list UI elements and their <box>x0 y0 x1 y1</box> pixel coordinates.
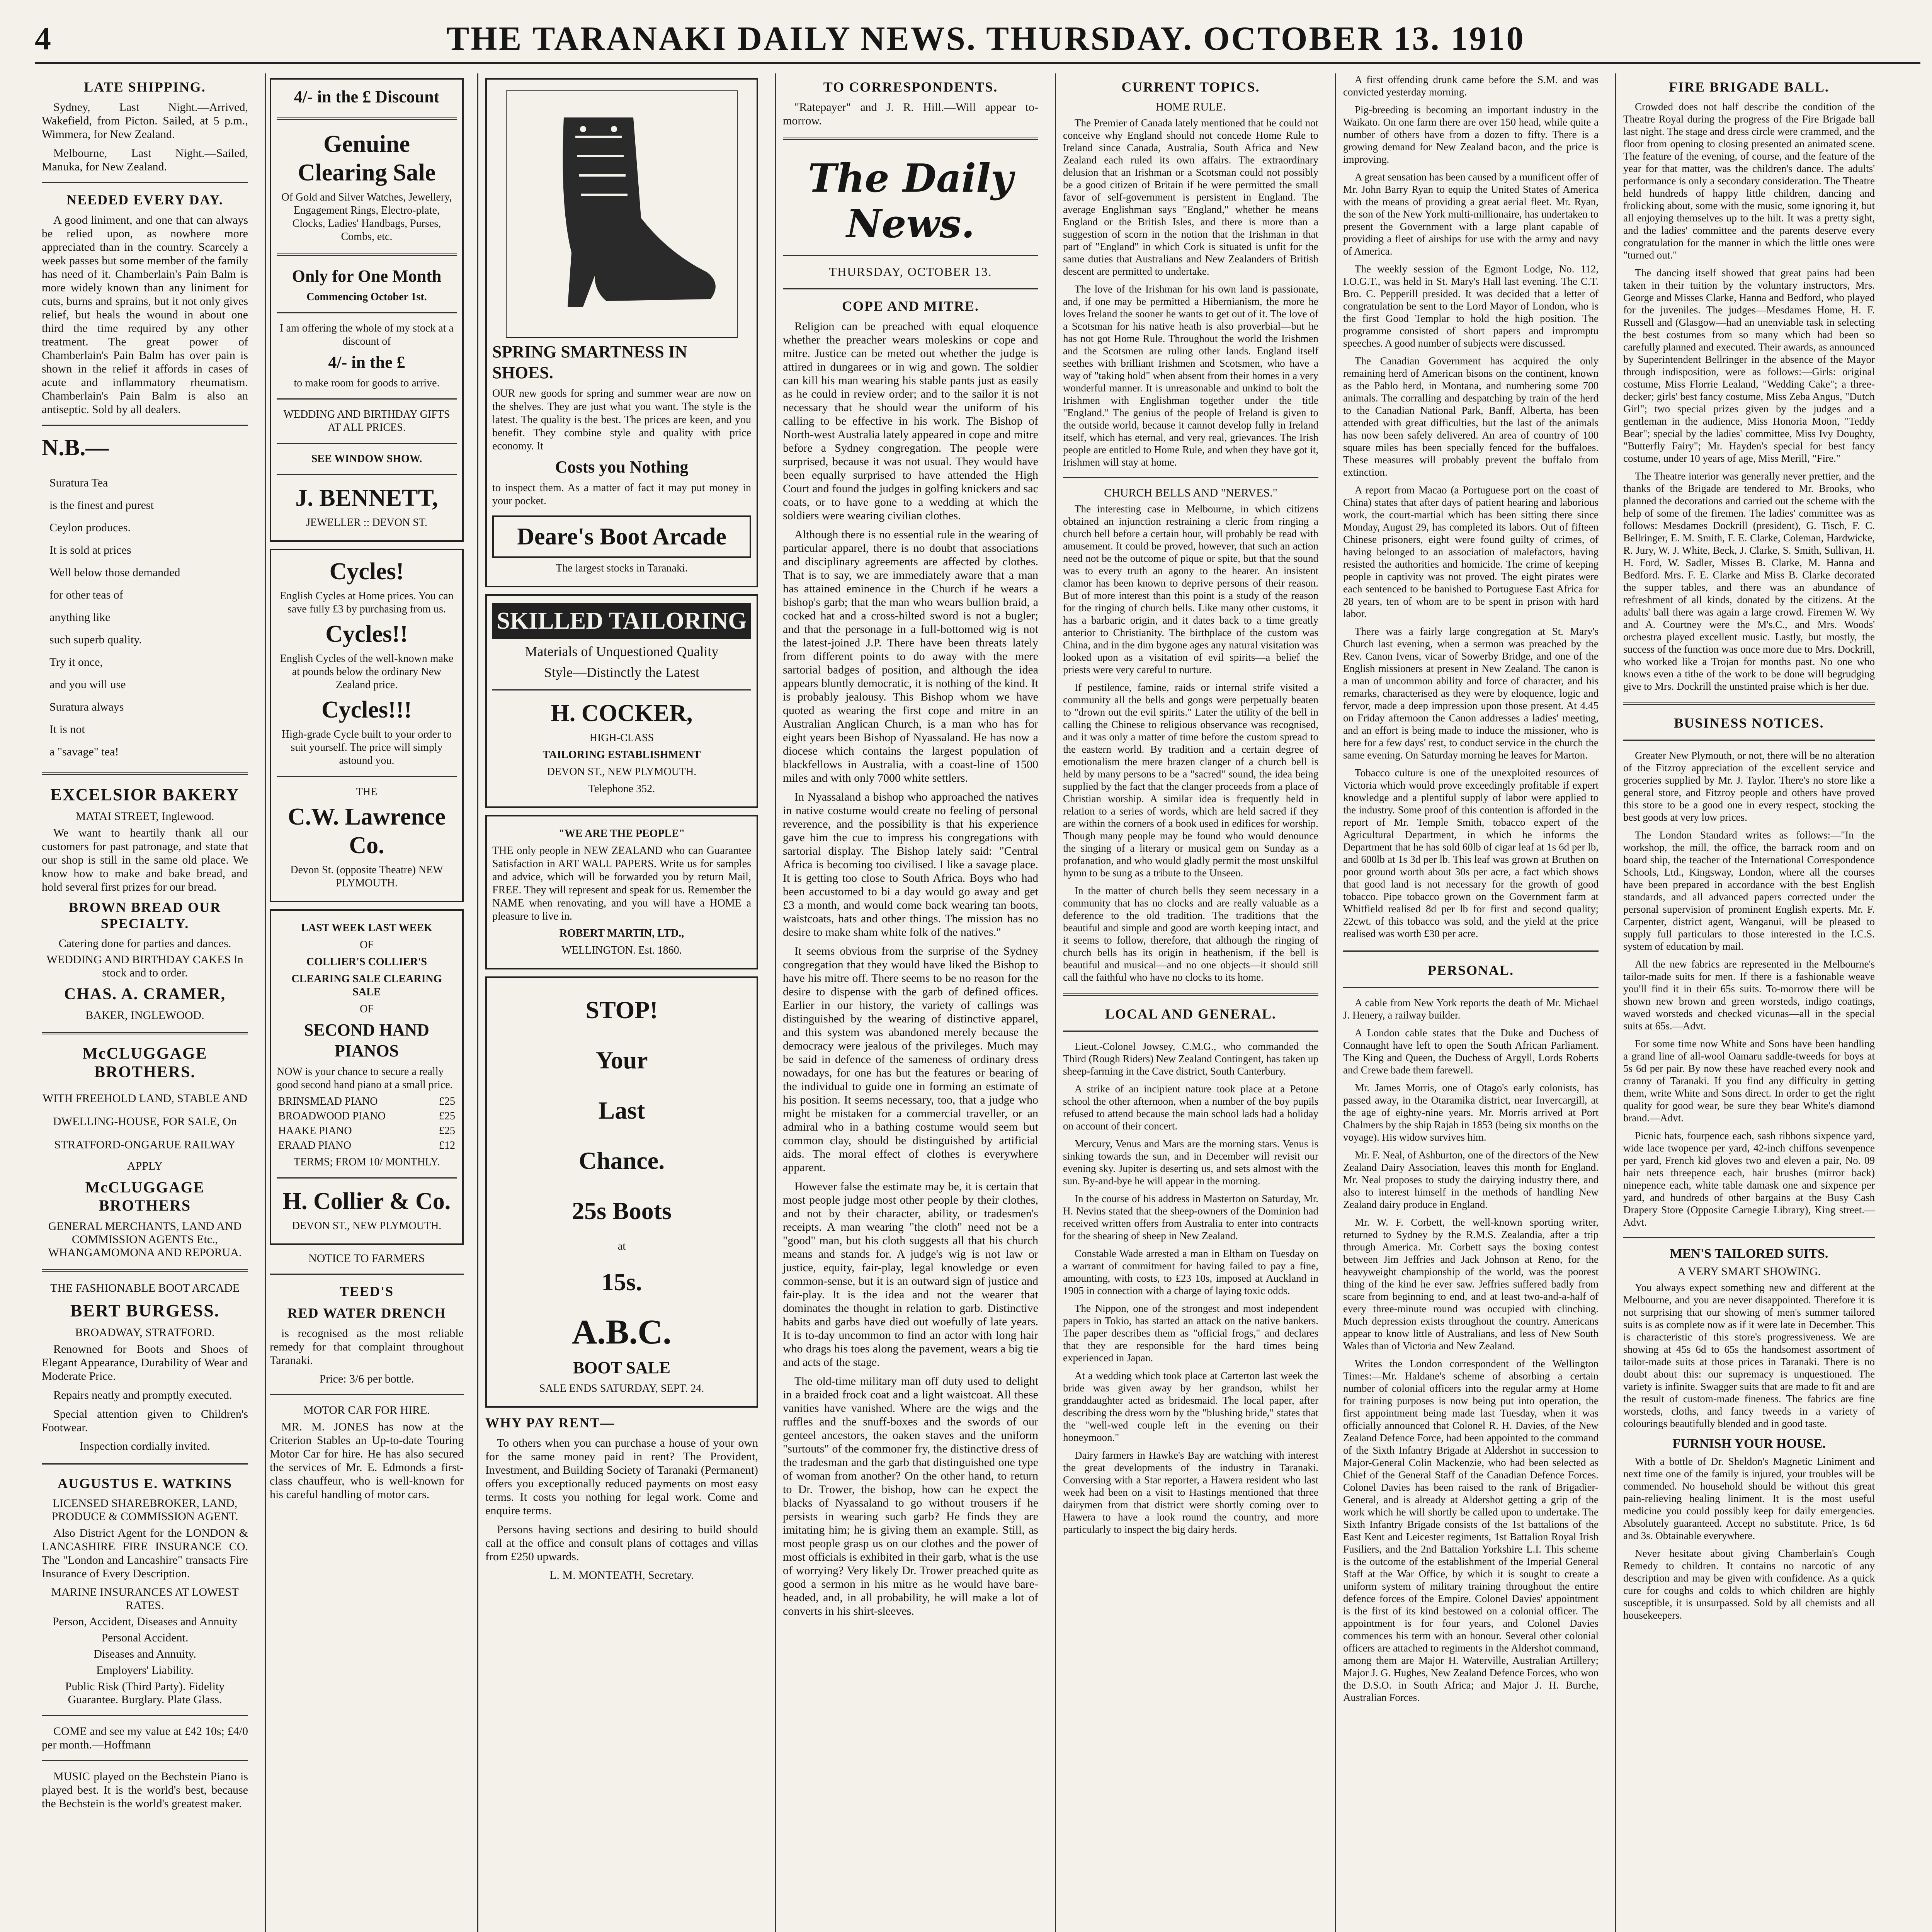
shipping-item: Melbourne, Last Night.—Sailed, Manuka, for New Zealand. <box>42 147 248 173</box>
nb-line: Suratura Tea <box>49 476 108 489</box>
terms: TERMS; FROM 10/ MONTHLY. <box>294 1156 440 1168</box>
cramer-sub: BAKER, INGLEWOOD. <box>85 1009 204 1022</box>
column-4 <box>775 73 1045 1932</box>
rent-text: To others when you can purchase a house of your own for the same money paid in rent? The Provident, Investment, and Building Society of Taranaki (Permanent) offers you exceptionally reduced payments on most easy terms. It costs you nothing for legal work. Come and enquire terms. <box>485 1437 758 1517</box>
news-item: The weekly session of the Egmont Lodge, No. 112, I.O.G.T., was held in St. Mary's Hall last evening. The C.T. Bro. C. Pepperill presided. It was decided that a letter of congratulation be sent to the Lord Mayor of London, who is the first Good Templar to hold the high position. The programme consisted of short papers and impromptu speeches. A good number of subjects were discussed. <box>1343 263 1599 349</box>
deare-sub: The largest stocks in Taranaki. <box>556 562 688 574</box>
cope-paragraph: Although there is no essential rule in the wearing of particular apparel, there is no doubt that associations and disciplinary agreements are affected by clothes. That is to say, we are immediately aware that a man has attained eminence in the Church if he wears a bishop's garb; that the man who wears bullion braid, a cocked hat and a cross-hilted sword is not a bugler; and that the personage in a full-bottomed wig is not the latest-joined J.P. There have been threats lately from different points to do away with the mere sartorial badges of position, and although the idea appears bluntly democratic, it is nothing of the kind. It is probably jealousy. This Bishop whom we have quoted as wearing the first cope and mitre in an Australian Anglican Church, is a man who has for eight years been Bishop of Nyassaland. He has now a diocese which contains the largest population of blackfellows in Australia, with a coast-line of 1500 miles and with only 7000 white settlers. <box>783 528 1038 784</box>
cope-paragraph: It seems obvious from the surprise of the Sydney congregation that they would have liked the Bishop to have his mitre off. There seems to be no reason for the desire to dispense with the garb of defined offices. Earlier in our history, the variety of callings was distinguished by the wearing of distinctive apparel, and this system was abandoned merely because the democracy were jealous of the privileges. Much may be said in defence of the sameness of ordinary dress nowadays, for one has but the features or bearing of the individual to guide one in forming an estimate of his position. It seems necessary, too, that a judge who might be mistaken for a commercial traveller, or an admiral who in a bathing costume would seem but common clay, should be distinguished by artificial aids. The moral effect of clothes is everywhere apparent. <box>783 945 1038 1174</box>
repairs-line: Repairs neatly and promptly executed. <box>53 1389 232 1401</box>
nb-line: such superb quality. <box>49 633 142 646</box>
drench-price: Price: 3/6 per bottle. <box>319 1372 414 1385</box>
divider <box>1343 987 1599 988</box>
watkins-sub: LICENSED SHAREBROKER, LAND, PRODUCE & COMMISSION AGENT. <box>51 1497 238 1523</box>
news-item: A report from Macao (a Portuguese port on the coast of China) states that after days of patient hearing and laborious work, the court-martial which has been sitting there since Monday, August 29, has completed its labors. Out of fifteen Chinese prisoners, eight were found guilty of crimes, of having belonged to an association of malefactors, having resisted the authorities and homicide. The crime of keeping people in captivity was not proved. The eight pirates were each sentenced to be banished to Portuguese East Africa for 28 years, ten of whom are to be spent in prison with hard labor. <box>1343 484 1599 619</box>
divider <box>277 776 457 777</box>
your: Your <box>595 1046 648 1074</box>
cycles-text: English Cycles at Home prices. You can save fully £3 by purchasing from us. <box>280 590 454 615</box>
piano-row <box>278 1095 455 1108</box>
divider <box>42 1760 248 1761</box>
home-rule-paragraph: The love of the Irishman for his own land is passionate, and, if one may be permitted a Hibernianism, the more he loves Ireland the sooner he wants to get out of it. The love of a Scotsman for his native heath is also proverbial—but he has not got Home Rule. Throughout the world the Irishmen and the Scotsmen are ruling other lands. England itself seethes with brilliant Irishmen and Scotsmen, who have a way of "taking hold" when absent from their homes in a very wonderful manner. It is unreasonable and unkind to bolt the Irishmen with Englishman together under the title "England." The genius of the people of Ireland is given to the outside world, because it cannot develop fully in Ireland itself, which has eternal, and very real, grievances. The Irish people are entitled to Home Rule, and when they have got it, Irishmen will stay at home. <box>1063 283 1318 468</box>
divider <box>42 1269 248 1272</box>
watkins-name: AUGUSTUS E. WATKINS <box>58 1476 232 1491</box>
bennett-address: JEWELLER :: DEVON ST. <box>306 517 427 529</box>
divider <box>277 398 457 400</box>
local-item: Mercury, Venus and Mars are the morning stars. Venus is sinking towards the sun, and in December will revisit our evening sky. Jupiter is deserting us, and sets almost with the sun. By-and-bye he will appear in the morning. <box>1063 1138 1318 1187</box>
business-notices-heading: BUSINESS NOTICES. <box>1674 715 1824 731</box>
news-item: Tobacco culture is one of the unexploited resources of Victoria which would prove exceedingly profitable if expert knowledge and a plentiful supply of labor were applied to the industry. Some proof of this contention is afforded in the report of Mr. Temple Smith, tobacco expert of the Agricultural Department, in which he informs the Department that he has sold 60lb of cigar leaf at 1s 6d per lb, and 600lb at 1s 3d per lb. This leaf was grown at Bruthen on poor ground worth about 30s per acre, a fact which shows that good land is not necessary for the growth of good tobacco. Pipe tobacco grown on the Government farm at Whitfield realised 8d per lb for first and second quality; 22cwt. of this tobacco was sold, and the yield at the price realised was worth £30 per acre. <box>1343 767 1599 939</box>
divider <box>783 255 1038 256</box>
mccluggage-brothers: McCLUGGAGE BROTHERS <box>85 1179 205 1214</box>
suits-text: You always expect something new and different at the Melbourne, and you are never disappointed. Therefore it is not surprising that our showing of men's summer tailored suits is as complete now as if it were late in December. This is characteristic of this store's progressiveness. We are showing at 45s 6d to 65s the handsomest assortment of tailor-made suits at those prices in Taranaki. There is no doubt about this: our supremacy is unquestioned. The variety is infinite. Swagger suits that are made to fit and are the result of custom-made fineness. The fabrics are fine worsteds, cloths, and fancy tweeds in a variety of colourings beautifully blended and in good taste. <box>1623 1282 1875 1429</box>
nb-line: anything like <box>49 611 111 624</box>
cope-paragraph: Religion can be preached with equal eloquence whether the preacher wears moleskins or cope and mitre. Justice can be meted out whether the judge is attired in dungarees or in wig and gown. The soldier can kill his man wearing his stable pants just as easily as he could in review order; and to the sailor it is not necessary that he should wear the uniform of his calling to be effective in his work. The Bishop of North-west Australia lately appeared in cope and mitre before a Sydney congregation. The people were surprised, because it was not usual. They would have been equally surprised to have attended the High Court and found the judges in golfing knickers and sac coats, or to have gone to a wedding at which the soldiers were wearing civilian clothes. <box>783 320 1038 522</box>
diseases-line: Diseases and Annuity. <box>94 1648 196 1660</box>
of-word: OF <box>360 1003 374 1015</box>
shipping-item: Sydney, Last Night.—Arrived, Wakefield, from Picton. Sailed, at 5 p.m., Wimmera, for New Zealand. <box>42 101 248 141</box>
style-latest: Style—Distinctly the Latest <box>544 665 699 680</box>
piano-price: £25 <box>439 1095 455 1107</box>
marine-line: MARINE INSURANCES AT LOWEST RATES. <box>51 1586 239 1612</box>
sale-price: 15s. <box>601 1268 642 1296</box>
colliers: COLLIER'S COLLIER'S <box>306 956 427 968</box>
masthead <box>35 15 1920 64</box>
bells-paragraph: The interesting case in Melbourne, in which citizens obtained an injunction restraining a cleric from ringing a church bell before a certain hour, will probably be read with amusement. It could be proved, however, that such an action need not be the outcome of pique or spite, but that the sound was to every truth an agony to the hearer. An insistent clamor has been known to deprive persons of their reason. But of more interest than this point is a study of the reason for the ringing of church bells. Like many other customs, it has a barbaric origin, and it dates back to a time greatly anterior to Christianity. The birthplace of the custom was China, and in the dim bygone ages any natural visitation was looked upon as a visitation of evil spirits—a belief the priests were very careful to nurture. <box>1063 503 1318 675</box>
divider <box>42 772 248 775</box>
watkins-text: Also District Agent for the LONDON & LANCASHIRE FIRE INSURANCE CO. The "London and Lancashire" transacts Fire Insurance of Every Description. <box>42 1527 248 1580</box>
drench-text: is recognised as the most reliable remedy for that complaint throughout Taranaki. <box>270 1327 464 1367</box>
local-item: In the course of his address in Masterton on Saturday, Mr. H. Nevins stated that the sheep-owners of the Dominion had received written offers from Australia to enter into contracts for the shearing of sheep in New Zealand. <box>1063 1193 1318 1242</box>
burgess-text: Renowned for Boots and Shoes of Elegant Appearance, Durability of Wear and Moderate Price. <box>42 1343 248 1383</box>
suits-heading: MEN'S TAILORED SUITS. <box>1670 1247 1828 1261</box>
cope-paragraph: However false the estimate may be, it is certain that most people judge most other people by their clothes, and not by their character, ability, or tradesmen's receipts. A man wearing "the cloth" need not be a "good" man, but his cloth suggests all that his church means and stands for. A judge's wig is not law or justice, equity, fair-play, legal knowledge or even common-sense, but it is an outward sign of justice and fair-play. It is the idea and not the wearer that dominates the thought in relation to garb. Distinctive habits and garbs have died out woefully of late years. It is to-day uncommon to find an actor with long hair who drags his toes along the pavement, wears a big tie and acts of the stage. <box>783 1180 1038 1369</box>
fire-paragraph: Crowded does not half describe the condition of the Theatre Royal during the progress of the Fire Brigade ball last night. The stage and dress circle were crammed, and the floor from opening to closing presented an animated scene. The feature of the evening, of course, and the feature of the year for that matter, was the children's dance. The adults' performance is only a secondary consideration. The Theatre held hundreds of happy little children, dancing and frolicking about, some with the music, some ignoring it, but all enjoying themselves up to the hilt. It was a pretty sight, and the ladies' committee and the parents deserve every congratulation for the manner in which the little ones were "turned out." <box>1623 101 1875 261</box>
divider <box>277 474 457 475</box>
spring-heading: SPRING SMARTNESS IN SHOES. <box>492 342 687 382</box>
current-topics-heading: CURRENT TOPICS. <box>1121 79 1260 95</box>
agents-line: GENERAL MERCHANTS, LAND AND COMMISSION AGENTS Etc., WHANGAMOMONA AND REPORUA. <box>48 1220 242 1259</box>
gifts: WEDDING AND BIRTHDAY GIFTS AT ALL PRICES. <box>283 408 450 434</box>
never-hesitate: Never hesitate about giving Chamberlain's Cough Remedy to children. It contains no narcotic of any description and may be given with confidence. As a quick cure for coughs and colds to which children are highly susceptible, it is unsurpassed. Sold by all chemists and all housekeepers. <box>1623 1548 1875 1621</box>
nb-line: Try it once, <box>49 656 103 668</box>
divider <box>270 1274 464 1275</box>
fire-paragraph: The Theatre interior was generally never prettier, and the thanks of the Brigade are tendered to Mr. Brooks, who planned the decorations and carried out the scheme with the help of some of the firemen. The ladies' committee was as follows: Mesdames Dockrill (president), G. Tisch, F. C. Bellringer, E. M. Smith, F. E. Clarke, Coleman, Hardwicke, R. Jury, W. J. White, Beck, J. Clarke, S. Smith, Sullivan, H. H. Ford, W. Sadler, Misses B. Clarke, M. Hanna and Bedford. Mrs. F. E. Clarke and Miss B. Clarke decorated the supper tables, and there was an abundance of refreshment of all kinds, donated by the citizens. At the adults' ball there was again a large crowd. Firemen W. Wy and A. Courtney were the M's.C., and Mrs. Woods' orchestra played excellent music. Lastly, but mostly, the success of the function was once more due to Mrs. Dockrill, who worked like a Trojan for months past. No one who knows even a tithe of the work to be done will begrudging give to Mrs. Dockrill the unstinted praise which is her due. <box>1623 470 1875 692</box>
spring-text: OUR new goods for spring and summer wear are now on the shelves. They are just what you want. The style is the latest. The quality is the best. The prices are keen, and you benefit. They combine style and quality with price economy. It <box>492 388 751 452</box>
commencing: Commencing October 1st. <box>306 291 427 303</box>
music-note: MUSIC played on the Bechstein Piano is played best. It is the world's best, because the Bechstein is the world's greatest maker. <box>42 1770 248 1810</box>
home-rule-paragraph: The Premier of Canada lately mentioned that he could not conceive why England should not concede Home Rule to Ireland since Canada, Australia, South Africa and New Zealand each ruled its own affairs. The extraordinary delusion that an Irishman or a Scotsman could not possibly be a good citizen of Britain if he were permitted the small favor of self-government is persistent in England. The average Englishman says "England," whether he means England or the British Isles, and there is more than a suggestion of scorn in the notion that the Irishman in that part of "England" in which Cork is situated is unfit for the same duties that Australians and New Zealanders of British descent are permitted to undertake. <box>1063 117 1318 277</box>
divider <box>783 138 1038 140</box>
brown-bread: BROWN BREAD OUR SPECIALTY. <box>68 900 221 931</box>
divider <box>1623 1237 1875 1238</box>
divider <box>42 182 248 183</box>
business-item: Greater New Plymouth, or not, there will be no alteration of the Fitzroy appreciation of the excellent service and groceries supplied by Mr. J. Taylor. There's no store like a general store, and Fitzroy people and others have proved this store to be a good one in every respect, stocking the best goods at very low prices. <box>1623 750 1875 823</box>
piano-note: COME and see my value at £42 10s; £4/0 per month.—Hoffmann <box>42 1725 248 1751</box>
late-shipping-heading: LATE SHIPPING. <box>84 79 206 95</box>
monteath: L. M. MONTEATH, Secretary. <box>549 1569 694 1582</box>
martin-advert <box>485 815 758 969</box>
piano-row <box>278 1125 455 1137</box>
nb-line: Suratura always <box>49 701 124 713</box>
column-3 <box>477 73 765 1932</box>
deare-advert <box>485 78 758 587</box>
apply-line: APPLY <box>127 1160 163 1172</box>
window-show: SEE WINDOW SHOW. <box>311 453 422 465</box>
bennett-advert <box>270 78 464 542</box>
nb-line: Ceylon produces. <box>49 521 131 534</box>
clearing: CLEARING SALE CLEARING SALE <box>291 973 442 998</box>
divider <box>277 443 457 444</box>
piano-price: £12 <box>439 1139 455 1151</box>
last-week: LAST WEEK LAST WEEK <box>301 922 432 934</box>
column-5 <box>1055 73 1325 1932</box>
divider <box>1063 993 1318 996</box>
rent-heading: WHY PAY RENT— <box>485 1415 615 1430</box>
clearing-sale: Genuine Clearing Sale <box>298 131 436 186</box>
personal-item: Mr. James Morris, one of Otago's early colonists, has passed away, in the Otaramika district, near Invercargill, at the age of eighty-nine years. Mr. Morris arrived at Port Chalmers by the ship Rajah in 1853 (being six months on the voyage). His widow survives him. <box>1343 1082 1599 1143</box>
second-hand-pianos: SECOND HAND PIANOS <box>304 1020 429 1060</box>
home-rule-heading: HOME RULE. <box>1155 100 1226 113</box>
divider <box>42 1032 248 1034</box>
nb-line: is the finest and purest <box>49 499 154 512</box>
local-item: Lieut.-Colonel Jowsey, C.M.G., who commanded the Third (Rough Riders) New Zealand Contingent, has taken up sheep-farming in the Cave district, South Canterbury. <box>1063 1041 1318 1077</box>
bakery-text: We want to heartily thank all our customers for past patronage, and state that our shop is still in the same old place. We know how to make and bake bread, and hold several first prizes for our bread. <box>42 827 248 893</box>
cope-paragraph: The old-time military man off duty used to delight in a braided frock coat and a light waistcoat. All these vanities have vanished. Where are the wigs and the ruffles and the snuff-boxes and the swords of our genteel ancestors, the oaken staves and the uniform "surtouts" of the commoner fry, the distinctive dress of the tradesman and the garb that distinguished one type of woman from another? On the other hand, to return to Dr. Trower, the bishop, how can he expect the blacks of Nyassaland to go without trousers if he persists in wearing such garb? He finds they are imitating him; he is giving them an example. Still, as most people grasp us on our clothes and the power of most officials is exhibited in their garb, what is the use of worrying? Very likely Dr. Trower preached quite as good a sermon in his mitre as he would have bare-headed, and, in all probability, he will make a lot of converts in his shirt-sleeves. <box>783 1375 1038 1617</box>
personal-item: Writes the London correspondent of the Wellington Times:—Mr. Haldane's scheme of absorbing a certain number of colonial officers into the regular army at Home for training purposes is now being put into operation, the first appointment being made last Tuesday, when it was officially announced that Colonel R. H. Davies, of the New Zealand Defence Force, had been appointed to the command of the Sixth Infantry Brigade at Aldershot in succession to Major-General Colin Mackenzie, who had been selected as Chief of the General Staff of the Canadian Defence Forces. Colonel Davies has been raised to the rank of Brigadier-General, and is already at Aldershot getting a grip of the work which he will shortly be called upon to undertake. The Sixth Infantry Brigade consists of the 1st battalions of the East Kent and Leicester regiments, 1st Battalion Royal Irish Fusiliers, and the 2nd Battalion Yorkshire L.I. This scheme is the outcome of the establishment of the Imperial General Staff at the War Office, by which it is sought to create a uniform system of military training throughout the entire defence forces of the Empire. Colonel Davies' appointment is the first of its kind bestowed on a colonial officer. The appointment is for four years, and Colonel Davies commences his term with an honour. Several other colonial officers are attached to regiments in the Aldershot command, among them are Major H. Waterville, Australian Artillery; Major J. G. Hughes, New Zealand Defence Forces, who won the D.S.O. in South Africa; and Major J. H. Burche, Australian Forces. <box>1343 1358 1599 1703</box>
editorial-date: THURSDAY, OCTOBER 13. <box>829 265 992 279</box>
cope-paragraph: In Nyassaland a bishop who approached the natives in native costume would create no feeling of personal reverence, and the possibility is that his experience gave him the cue to impress his congregations with sartorial display. The Bishop lately said: "Central Africa is becoming too civilised. I like a savage place. It is getting too close to South Africa. Boys who had been accustomed to bi a day would go away and get £3 a month, and would come back wearing tan boots, waistcoats, hats and other things. The mission has no desire to make sham white folk of the natives." <box>783 791 1038 939</box>
of-word: OF <box>360 939 374 951</box>
burgess-name: BERT BURGESS. <box>70 1301 220 1320</box>
one-month: Only for One Month <box>292 267 442 286</box>
divider <box>42 1715 248 1716</box>
collier-address: DEVON ST., NEW PLYMOUTH. <box>292 1220 442 1232</box>
daily-news-nameplate: The Daily News. <box>808 155 1014 247</box>
nb-line: for other teas of <box>49 588 123 601</box>
column-7 <box>1615 73 1882 1932</box>
boot-illustration-icon <box>506 90 738 338</box>
local-item: A strike of an incipient nature took place at a Petone school the other afternoon, when a number of the boy pupils refused to attend because the main school lads had a holiday on account of their concert. <box>1063 1083 1318 1132</box>
people-text: THE only people in NEW ZEALAND who can Guarantee Satisfaction in ART WALL PAPERS. Write us for samples and advice, which will be forwarded you by return Mail, FREE. They will represent and speak for us. Remember the NAME when renovating, and you will have a HOME a pleasure to live in. <box>492 845 751 922</box>
collier-advert <box>270 909 464 1245</box>
bells-paragraph: In the matter of church bells they seem necessary in a community that has no clocks and are really valuable as a deference to the old tradition. The traditions that the beautiful and simple and good are worth keeping intact, and it seems to follow, therefore, that although the ringing of church bells has its origin in heathenism, if the bell is beautiful and musical—and no one objects—it should still call the faithful who have no clocks to its home. <box>1063 885 1318 983</box>
piano-name: HAAKE PIANO <box>278 1125 352 1137</box>
divider <box>277 253 457 256</box>
special-line: Special attention given to Children's Footwear. <box>42 1408 248 1434</box>
burgess-address: BROADWAY, STRATFORD. <box>75 1326 215 1339</box>
personal-item: Mr. W. F. Corbett, the well-known sporting writer, returned to Sydney by the R.M.S. Zealandia, after a trip through America. Mr. Corbett says the boxing contest between Jim Jeffries and Jack Johnson at Reno, for the heavyweight championship of the world, was the poorest thing of the kind he ever saw. Jeffries suffered badly from scare from beginning to end, and at least two-and-a-half of every three-minute round was occupied with clinching. Much depression exists throughout the country. Americans appear to know little of Australians, and less of New South Wales than of Victoria and New Zealand. <box>1343 1216 1599 1352</box>
people-heading: "WE ARE THE PEOPLE" <box>558 828 685 840</box>
needed-text: A good liniment, and one that can always be relied upon, as nowhere more appreciated than in the country. Scarcely a week passes but some member of the family has need of it. Chamberlain's Pain Balm is more widely known than any liniment for cuts, burns and sprains, but it not only gives relief, but heals the wound in about one third the time required by any other treatment. The great power of Chamberlain's Pain Balm has over pain is shown in the relief it affords in cases of acute and inflammatory rheumatism. Chamberlain's Pain Balm is also an antiseptic. Sold by all dealers. <box>42 214 248 416</box>
column-6 <box>1335 73 1605 1932</box>
news-item: Pig-breeding is becoming an important industry in the Waikato. On one farm there are over 150 head, while quite a number of others have from a dozen to fifty. There is a growing demand for New Zealand bacon, and the price is improving. <box>1343 104 1599 165</box>
correspondents-text: "Ratepayer" and J. R. Hill.—Will appear to-morrow. <box>783 101 1038 127</box>
personal-line: Person, Accident, Diseases and Annuity <box>52 1615 238 1628</box>
personal-heading: PERSONAL. <box>1427 963 1514 978</box>
divider <box>492 689 751 690</box>
devon-st: DEVON ST., NEW PLYMOUTH. <box>547 766 697 778</box>
piano-row <box>278 1139 455 1152</box>
local-item: At a wedding which took place at Carterton last week the bride was given away by her grandson, whilst her granddaughter acted as bridesmaid. The local paper, after describing the dress worn by the "blushing bride," states that the "well-wed couple left in the evening on their honeymoon." <box>1063 1370 1318 1443</box>
nb-line: It is not <box>49 723 85 736</box>
now-chance: NOW is your chance to secure a really good second hand piano at a small price. <box>277 1066 453 1091</box>
boot-arcade: THE FASHIONABLE BOOT ARCADE <box>50 1282 240 1294</box>
costs-text: to inspect them. As a matter of fact it may put money in your pocket. <box>492 482 751 507</box>
four-shillings: 4/- in the £ <box>328 353 405 372</box>
cycles-text: High-grade Cycle built to your order to suit yourself. The price will simply astound you. <box>281 728 452 767</box>
local-item: Constable Wade arrested a man in Eltham on Tuesday on a warrant of commitment for having failed to pay a fine, amounting, with costs, to £23 10s, imposed at Auckland in 1905 in connection with a charge of laying toxic odds. <box>1063 1248 1318 1296</box>
personal-item: A cable from New York reports the death of Mr. Michael J. Henery, a railway builder. <box>1343 997 1599 1021</box>
the-word: THE <box>356 786 378 798</box>
needed-heading: NEEDED EVERY DAY. <box>66 192 223 207</box>
bakery-heading: EXCELSIOR BAKERY <box>50 785 240 804</box>
page-number: 4 <box>35 20 51 57</box>
suits-sub: A VERY SMART SHOWING. <box>1677 1265 1821 1278</box>
personal-item: A London cable states that the Duke and Duchess of Connaught have left to open the South African Parliament. The King and Queen, the Duchess of Argyll, Lords Roberts and Crewe bade them farewell. <box>1343 1027 1599 1076</box>
collier-name: H. Collier & Co. <box>282 1188 451 1214</box>
cramer-name: CHAS. A. CRAMER, <box>64 985 226 1003</box>
cycles-text: English Cycles of the well-known make at pounds below the ordinary New Zealand price. <box>280 653 454 691</box>
local-item: The Nippon, one of the strongest and most independent papers in Tokio, has started an attack on the native bankers. The paper describes them as "official frogs," and declares that they are responsible for the hard times being experienced in Japan. <box>1063 1303 1318 1364</box>
divider <box>1063 1031 1318 1032</box>
nb-line: Well below those demanded <box>49 566 180 579</box>
news-item: The Canadian Government has acquired the only remaining herd of American bisons on the continent, known as the Pablo herd, in Montana, and numbering some 700 animals. The corralling and despatching by train of the herd to the Canadian National Park, Banff, Alberta, has been attended with great difficulties, but the last of the animals has now been safely delivered. An area of country of 100 square miles has been specially fenced for the buffaloes. These measures will probably prevent the buffalo from extinction. <box>1343 355 1599 478</box>
public-risk: Public Risk (Third Party). Fidelity Guarantee. Burglary. Plate Glass. <box>65 1680 225 1706</box>
divider <box>270 1394 464 1395</box>
nb-heading: N.B.— <box>42 435 109 460</box>
mccluggage-heading: McCLUGGAGE BROTHERS. <box>82 1045 207 1081</box>
fire-brigade-heading: FIRE BRIGADE BALL. <box>1668 79 1830 95</box>
piano-row <box>278 1110 455 1122</box>
at-word: at <box>617 1240 626 1252</box>
divider <box>1623 740 1875 741</box>
red-water-drench: RED WATER DRENCH <box>287 1305 446 1321</box>
newspaper-page <box>35 73 1920 1932</box>
piano-name: ERAAD PIANO <box>278 1139 351 1151</box>
cycles-heading: Cycles!! <box>325 621 408 647</box>
make-room: to make room for goods to arrive. <box>294 377 440 389</box>
lawrence-address: Devon St. (opposite Theatre) NEW PLYMOUTH. <box>290 864 443 889</box>
boots-price: 25s Boots <box>572 1197 672 1225</box>
personal-item: Mr. F. Neal, of Ashburton, one of the directors of the New Zealand Dairy Association, leaves this month for England. Mr. Neal proposes to study the dairying industry there, and also to interest himself in the methods of handling New Zealand dairy produce in England. <box>1343 1149 1599 1210</box>
skilled-tailoring: SKILLED TAILORING <box>492 603 751 639</box>
martin-name: ROBERT MARTIN, LTD., <box>559 927 684 939</box>
local-general-heading: LOCAL AND GENERAL. <box>1105 1006 1277 1022</box>
bennett-name: J. BENNETT, <box>295 485 438 511</box>
rent-text-2: Persons having sections and desiring to build should call at the office and consult plans of cottages and villas from £250 upwards. <box>485 1523 758 1563</box>
business-item: All the new fabrics are represented in the Melbourne's tailor-made suits for men. If there is a fashionable weave you'll find it in their 65s suits. To-morrow there will be shown new brown and green worsteds, indigo coatings, waved worsteds and checked vicunas—all in the special suits at 65s.—Advt. <box>1623 958 1875 1032</box>
inspection-line: Inspection cordially invited. <box>80 1440 210 1452</box>
catering-line: Catering done for parties and dances. <box>58 937 231 950</box>
sale-ends: SALE ENDS SATURDAY, SEPT. 24. <box>539 1383 704 1395</box>
news-item: A first offending drunk came before the S.M. and was convicted yesterday morning. <box>1343 74 1599 98</box>
costs-nothing: Costs you Nothing <box>555 457 689 476</box>
abc-name: A.B.C. <box>572 1313 672 1351</box>
business-item: For some time now White and Sons have been handling a grand line of all-wool Oamaru saddle-tweeds for boys at 5s 6d per pair. By now these have reached every nook and cranny of Taranaki. If you find any difficulty in getting them, write White and Sons direct. In order to get the right quality for good wear, be sure they bear White's diamond brand.—Advt. <box>1623 1038 1875 1124</box>
newspaper-title: THE TARANAKI DAILY NEWS. THURSDAY. OCTOBER 13. 1910 <box>446 20 1525 58</box>
employers-line: Employers' Liability. <box>96 1664 194 1677</box>
last: Last <box>598 1097 645 1124</box>
business-item: The London Standard writes as follows:—"In the workshop, the mill, the office, the barrack room and on board ship, the teacher of the International Correspondence Schools, Ltd., Kingsway, London, where all the courses have been prepared in accordance with the best English standards, and all advanced papers corrected under the personal supervision of prominent English experts. Mr. F. Carpenter, district agent, Wanganui, will be pleased to supply full particulars to those interested in the I.C.S. system of education by mail. <box>1623 829 1875 952</box>
motor-text: MR. M. JONES has now at the Criterion Stables an Up-to-date Touring Motor Car for hire. He has also secured the services of Mr. E. Edmonds a first-class chauffeur, who is well-known for his careful handling of motor cars. <box>270 1420 464 1501</box>
teeds: TEED'S <box>339 1284 394 1299</box>
divider <box>1623 702 1875 705</box>
wedding-cakes: WEDDING AND BIRTHDAY CAKES In stock and to order. <box>46 953 243 979</box>
furnish-heading: FURNISH YOUR HOUSE. <box>1672 1437 1826 1451</box>
divider <box>277 312 457 313</box>
nb-line: a "savage" tea! <box>49 745 119 758</box>
bells-paragraph: If pestilence, famine, raids or internal strife visited a community all the bells and gongs were perpetually beaten to "drown out the evil spirits." Later the utility of the bell in calling the Chinese to religious observance was recognised, and it was only a matter of time before the custom spread to the eastern world. By tradition and a certain degree of emotionalism the mere brazen clanger of a church bell is held by many persons to be a "sacred" sound, the idea being supplied by the fact that the clanger proceeds from a place of Christian worship. A similar idea is frequently held in relation to a series of words, which are held sacred if they are within the corners of a book used in edifices for worship. Though many people may be found who would denounce the singing of a literary or musical gem on Sunday as a profanation, and who would gladly permit the most unskilful hymn to be sung as a tribute to the Unseen. <box>1063 682 1318 879</box>
abc-advert <box>485 976 758 1408</box>
offering: I am offering the whole of my stock at a discount of <box>280 322 454 347</box>
cocker-advert <box>485 594 758 808</box>
telephone: Telephone 352. <box>588 783 655 795</box>
business-item: Picnic hats, fourpence each, sash ribbons sixpence yard, wide lace twopence per yard, 42-inch chiffons sevenpence per yard, French kid gloves two and eleven a pair, No. 09 hair nets threepence each, hair brushes (mirror back) ninepence each, white table damask one and sixpence per yard, and hundreds of other bargains at the Busy Cash Drapery Store (Opposite Carnegie Library), King street.—Advt. <box>1623 1130 1875 1228</box>
divider <box>42 1463 248 1465</box>
land-for-sale: WITH FREEHOLD LAND, STABLE AND DWELLING-HOUSE, FOR SALE, On STRATFORD-ONGARUE RAILWAY <box>42 1092 248 1151</box>
divider <box>783 288 1038 289</box>
divider <box>42 425 248 426</box>
stop: STOP! <box>585 996 658 1024</box>
cope-heading: COPE AND MITRE. <box>842 298 980 314</box>
divider <box>1063 477 1318 478</box>
notice-farmers: NOTICE TO FARMERS <box>308 1252 425 1265</box>
piano-price: £25 <box>439 1125 455 1137</box>
motor-heading: MOTOR CAR FOR HIRE. <box>303 1404 430 1417</box>
cycles-heading: Cycles!!! <box>321 697 412 723</box>
boot-sale: BOOT SALE <box>573 1358 671 1377</box>
local-item: Dairy farmers in Hawke's Bay are watching with interest the great developments of the industry in Taranaki. Conversing with a Star reporter, a Hawera resident who last week had been on a visit to Hastings mentioned that three dairymen from that district were shortly coming over to Hawera to have a look round the country, and more particularly to inspect the big dairy herds. <box>1063 1449 1318 1535</box>
tailoring-establishment: TAILORING ESTABLISHMENT <box>543 749 701 761</box>
cocker-name: H. COCKER, <box>551 700 693 726</box>
column-2 <box>265 73 468 1932</box>
deare-name: Deare's Boot Arcade <box>492 515 751 558</box>
divider <box>1343 950 1599 952</box>
furnish-text: With a bottle of Dr. Sheldon's Magnetic Liniment and next time one of the family is injured, your troubles will be commended. No household should be without this great pain-relieving healing liniment. It is the most useful medicine you could possibly keep for daily emergencies. Absolutely guaranteed. Accept no substitute. Price, 1s 6d and 3s. Obtainable everywhere. <box>1623 1456 1875 1541</box>
bells-heading: CHURCH BELLS AND "NERVES." <box>1104 486 1277 499</box>
correspondents-heading: TO CORRESPONDENTS. <box>823 79 998 95</box>
cycles-advert <box>270 549 464 902</box>
martin-sub: WELLINGTON. Est. 1860. <box>561 944 682 956</box>
divider <box>277 117 457 120</box>
fire-paragraph: The dancing itself showed that great pains had been taken in their tuition by the voluntary instructors, Mrs. George and Misses Clarke, Hanna and Bedford, who played for the juveniles. The judges—Mesdames Home, H. F. Russell and (Glasgow—had an unenviable task in selecting the best costumes from so many which had been so carefully planned and executed. Their awards, as announced by Superintendent Bellringer in the absence of the Mayor through indisposition, were as follows:—Girls: original costume, Miss Florrie Lealand, "Wedding Cake"; a three-decker; girls' best fancy costume, Miss Zeba Angus, "Dutch Girl"; two special prizes given by the judges and a gentleman in the audience, Miss Honoria Moon, "Teddy Bear"; special by the ladies' committee, Miss Ivy Doughty, "Butterfly Fairy"; Mr. Hayden's special for best fancy costume, under 10 years of age, Miss Merill, "Fire." <box>1623 267 1875 464</box>
nb-line: It is sold at prices <box>49 544 131 556</box>
high-class: HIGH-CLASS <box>589 732 654 744</box>
news-item: A great sensation has been caused by a munificent offer of Mr. John Barry Ryan to equip the United States of America with the means of providing a great aerial fleet. Mr. Ryan, the son of the New York multi-millionaire, has undertaken to present the Government with a large plant capable of providing a fleet of airships for use with the army and navy of America. <box>1343 171 1599 257</box>
piano-name: BRINSMEAD PIANO <box>278 1095 378 1107</box>
divider <box>277 1177 457 1179</box>
lawrence-name: C.W. Lawrence Co. <box>287 804 446 859</box>
piano-name: BROADWOOD PIANO <box>278 1110 386 1122</box>
nb-line: and you will use <box>49 678 126 691</box>
cycles-heading: Cycles! <box>329 558 404 585</box>
news-item: There was a fairly large congregation at St. Mary's Church last evening, when a sermon was preached by the Rev. Canon Ivens, vicar of Sowerby Bridge, and one of the English missioners at present in New Zealand. The canon is a man of uncommon ability and force of character, and his remarks, characterised as they were by eloquence, logic and fervor, made a deep impression upon those present. At 4.45 on Friday afternoon the Canon addresses a ladies' meeting, and an effort is being made to induce the missioner, who is here for a few days' rest, to conduct service in the church the same evening. On Saturday morning he leaves for Marton. <box>1343 626 1599 761</box>
personal-accident: Personal Accident. <box>101 1631 189 1644</box>
bakery-address: MATAI STREET, Inglewood. <box>75 810 214 823</box>
chance: Chance. <box>578 1147 665 1174</box>
materials: Materials of Unquestioned Quality <box>525 644 719 659</box>
discount-heading: 4/- in the £ Discount <box>294 87 440 106</box>
discount-text: Of Gold and Silver Watches, Jewellery, Engagement Rings, Electro-plate, Clocks, Ladies' Handbags, Purses, Combs, etc. <box>281 191 452 243</box>
column-1 <box>35 73 255 1932</box>
piano-price: £25 <box>439 1110 455 1122</box>
